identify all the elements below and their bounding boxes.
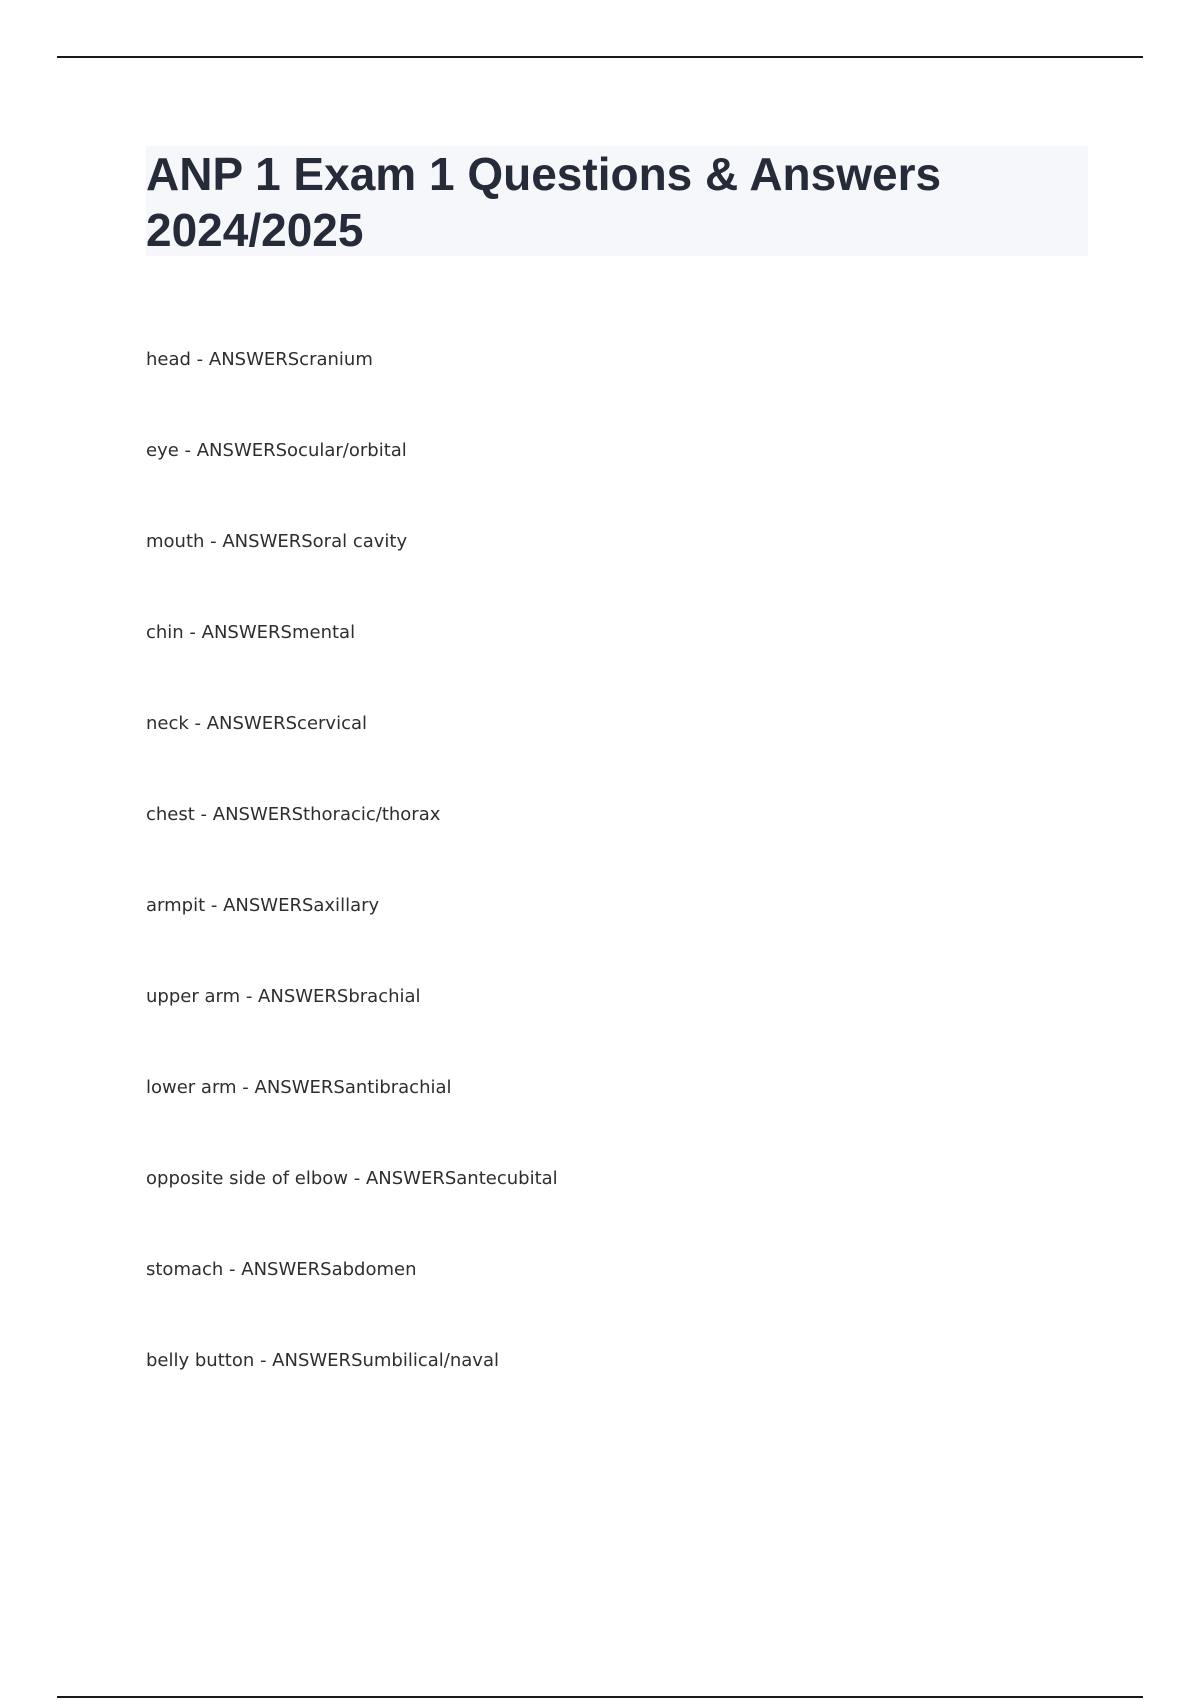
- qa-item-upper-arm: upper arm - ANSWERSbrachial: [146, 986, 421, 1007]
- qa-item-chest: chest - ANSWERSthoracic/thorax: [146, 804, 441, 825]
- qa-list: [146, 346, 1086, 1438]
- qa-item-lower-arm: lower arm - ANSWERSantibrachial: [146, 1077, 452, 1098]
- qa-item-stomach: stomach - ANSWERSabdomen: [146, 1259, 417, 1280]
- qa-item-eye: eye - ANSWERSocular/orbital: [146, 440, 407, 461]
- bottom-rule: [57, 1696, 1143, 1698]
- qa-item-head: head - ANSWERScranium: [146, 349, 373, 370]
- qa-item-mouth: mouth - ANSWERSoral cavity: [146, 531, 408, 552]
- qa-item-armpit: armpit - ANSWERSaxillary: [146, 895, 380, 916]
- qa-item-chin: chin - ANSWERSmental: [146, 622, 356, 643]
- page-title: ANP 1 Exam 1 Questions & Answers 2024/2025: [146, 148, 942, 256]
- top-rule: [57, 56, 1143, 58]
- title-block: [146, 146, 1088, 256]
- qa-item-neck: neck - ANSWERScervical: [146, 713, 368, 734]
- qa-item-elbow: opposite side of elbow - ANSWERSantecubital: [146, 1168, 558, 1189]
- qa-item-belly-button: belly button - ANSWERSumbilical/naval: [146, 1350, 499, 1371]
